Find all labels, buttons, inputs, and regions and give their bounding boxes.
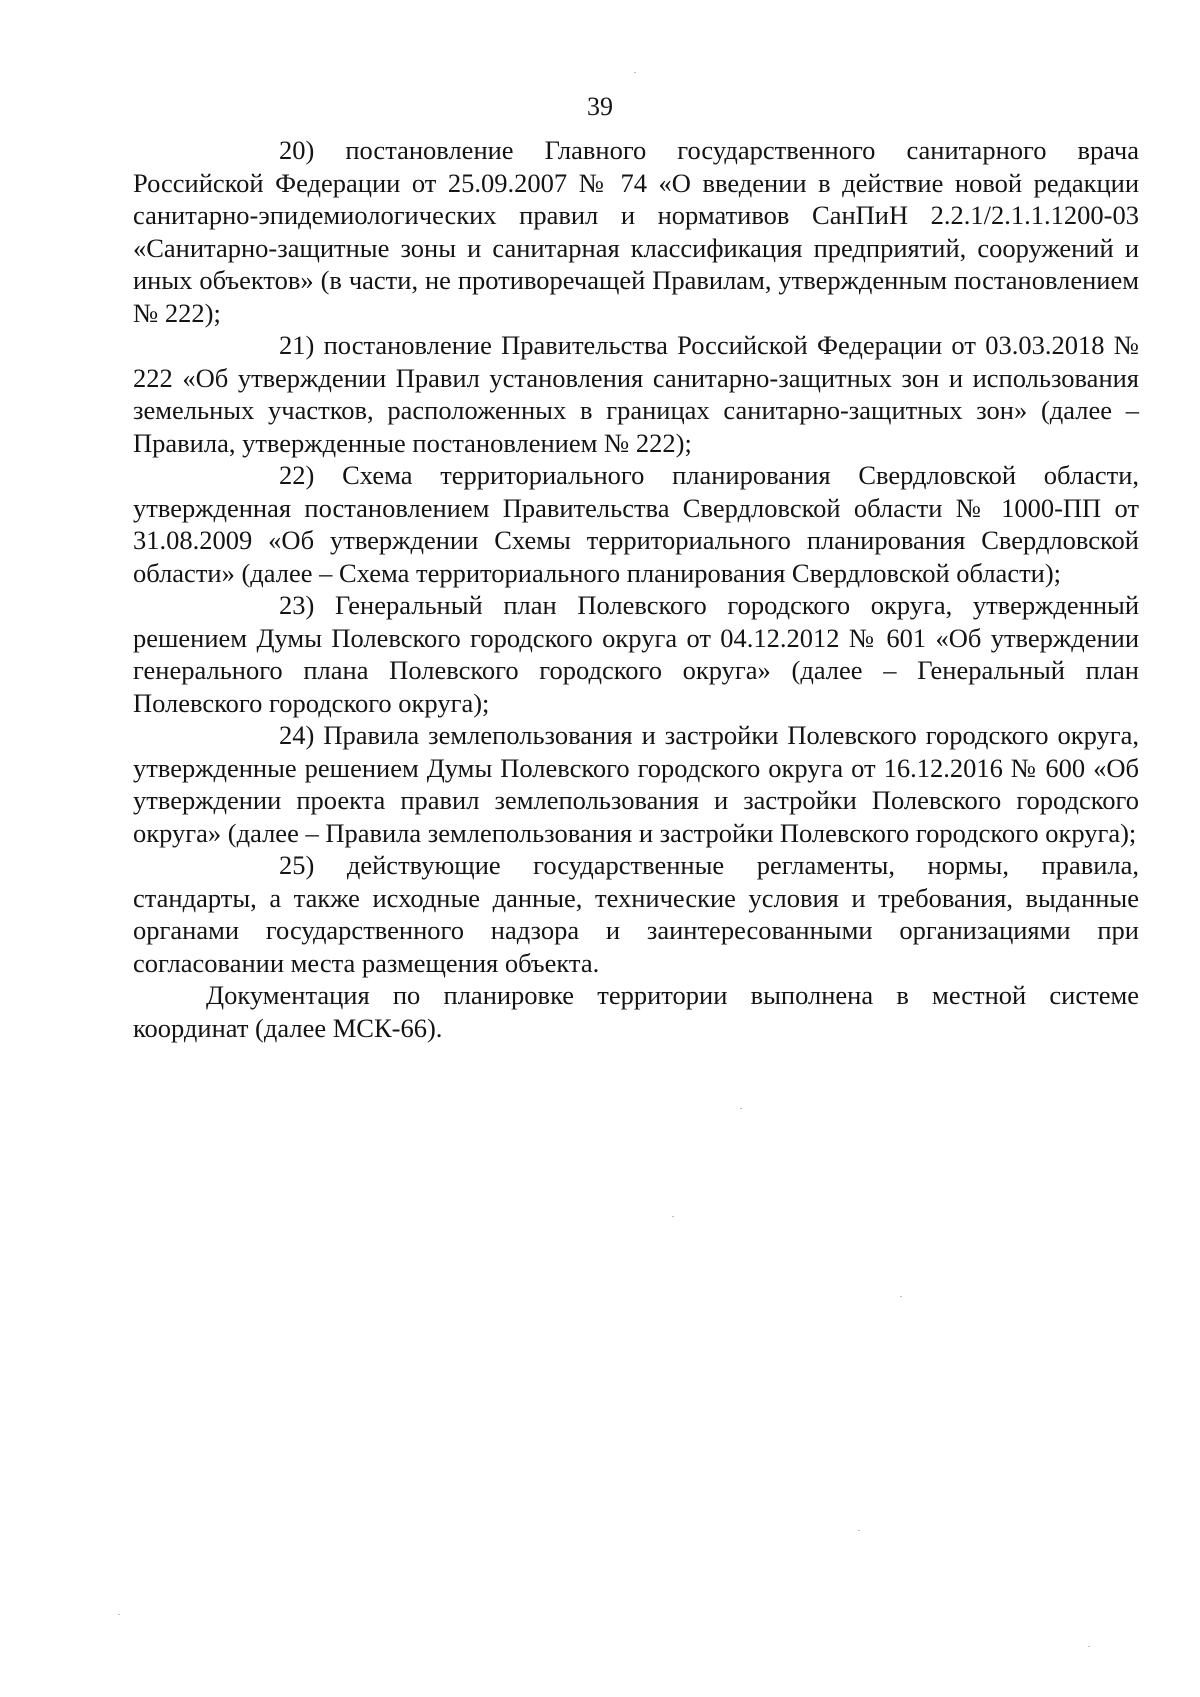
list-item (133, 134, 1139, 329)
scan-speck (118, 1614, 120, 1615)
scan-speck (634, 72, 636, 73)
closing-paragraph: Документация по планировке территории выполнена в местной системе координат (далее МСК-66). (133, 980, 1139, 1043)
document-body (133, 134, 1139, 1044)
item-number: 23) (279, 590, 315, 620)
list-item (133, 329, 1139, 459)
item-number: 22) (279, 460, 315, 490)
scan-speck (900, 1296, 902, 1297)
list-item (133, 589, 1139, 719)
item-number: 20) (279, 135, 315, 165)
page-number: 39 (587, 92, 613, 121)
list-item (133, 459, 1139, 589)
item-text: Генеральный план Полевского городского округа, утвержденный решением Думы Полевского городского округа от 04.12.2012 № 601 «Об утверждении генерального плана Полевского городского округа» (далее – Генеральный план Полевского городского округа); (133, 590, 1140, 718)
scan-speck (740, 1108, 742, 1109)
scan-speck (858, 1530, 860, 1531)
item-text: действующие государственные регламенты, нормы, правила, стандарты, а также исходные данные, технические условия и требования, выданные органами государственного надзора и заинтересованными организациями при согласовании места размещения объекта. (133, 850, 1140, 978)
item-number: 21) (279, 330, 315, 360)
scan-speck (1088, 1646, 1090, 1647)
item-text: постановление Главного государственного санитарного врача Российской Федерации от 25.09.2007 № 74 «О введении в действие новой редакции санитарно-эпидемиологических правил и нормативов СанПиН 2.2.1/2.1.1.1200-03 «Санитарно-защитные зоны и санитарная классификация предприятий, сооружений и иных объектов» (в части, не противоречащей Правилам, утвержденным постановлением № 222); (133, 135, 1140, 328)
scan-speck (672, 1216, 674, 1217)
list-item (133, 719, 1139, 849)
item-text: постановление Правительства Российской Федерации от 03.03.2018 № 222 «Об утверждении Правил установления санитарно-защитных зон и использования земельных участков, расположенных в границах санитарно-защитных зон» (далее – Правила, утвержденные постановлением № 222); (133, 330, 1139, 458)
item-number: 25) (279, 850, 315, 880)
item-text: Правила землепользования и застройки Полевского городского округа, утвержденные решением Думы Полевского городского округа от 16.12.2016 № 600 «Об утверждении проекта правил землепользования и застройки Полевского городского округа» (далее – Правила землепользования и застройки Полевского городского округа); (133, 720, 1140, 848)
item-number: 24) (279, 720, 315, 750)
list-item (133, 849, 1139, 979)
item-text: Схема территориального планирования Свердловской области, утвержденная постановлением Правительства Свердловской области № 1000-ПП от 31.08.2009 «Об утверждении Схемы территориального планирования Свердловской области» (далее – Схема территориального планирования Свердловской области); (133, 460, 1139, 588)
